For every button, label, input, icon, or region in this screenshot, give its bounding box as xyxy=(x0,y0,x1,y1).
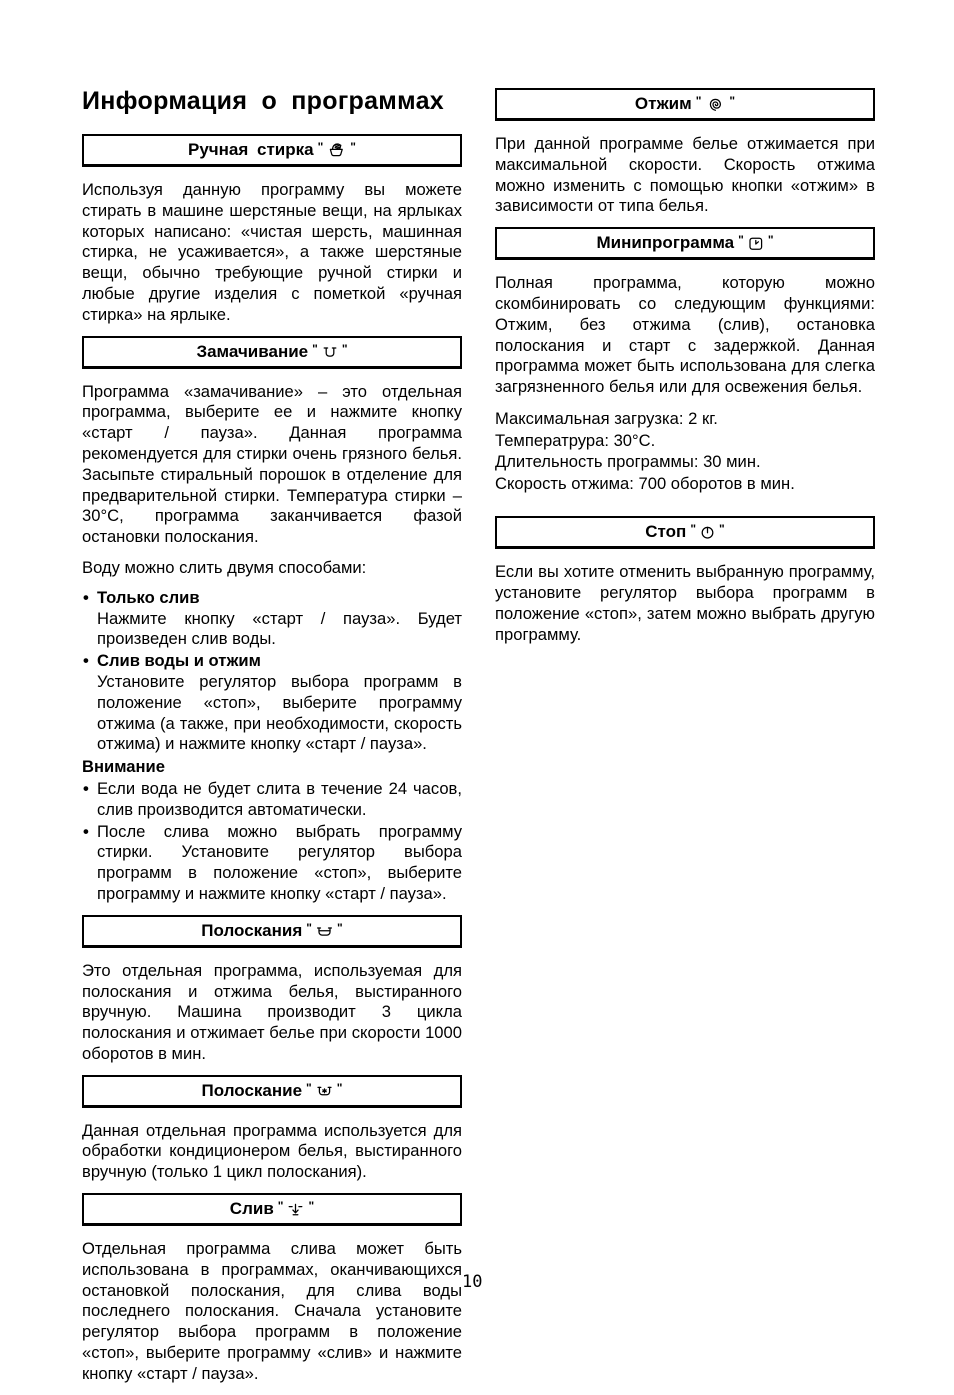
section-header-soak xyxy=(82,336,462,369)
list-item-text: Если вода не будет слита в течение 24 часов, слив производится автоматически. xyxy=(97,778,462,819)
paragraph: Воду можно слить двумя способами: xyxy=(82,557,367,577)
list-item xyxy=(82,822,462,905)
section-title: Стоп xyxy=(645,522,687,542)
section-header-rinses xyxy=(82,915,462,948)
paragraph: Температрура: 30°С. xyxy=(495,430,656,450)
rinses-icon xyxy=(316,924,333,938)
paragraph: Полная программа, которую можно скомбинировать со следующим функциями: Отжим, без отжима (слив), остановка полоскания и старт с задержкой. Данная программа может быть использована для слегка загрязненного белья или для освежения белья. xyxy=(495,273,875,397)
section-header-spin xyxy=(495,88,875,121)
miniprogram-icon xyxy=(748,236,764,251)
quote-mark: " xyxy=(350,140,356,154)
quote-mark: " xyxy=(308,1199,315,1214)
section-title: Минипрограмма xyxy=(596,233,735,253)
section-header-miniprogram xyxy=(495,227,875,260)
paragraph: Данная отдельная программа используется для обработки кондиционером белья, выстиранного вручную (только 1 цикл полоскания). xyxy=(82,1120,462,1182)
quote-mark: " xyxy=(719,522,725,537)
quote-mark: " xyxy=(729,94,736,108)
list-item-title: Слив воды и отжим xyxy=(97,651,261,671)
list-item xyxy=(82,779,462,821)
section-title: Замачивание xyxy=(196,341,309,361)
hand-wash-icon xyxy=(327,142,346,158)
quote-mark: " xyxy=(341,341,348,356)
bold-note: Внимание xyxy=(82,757,165,777)
section-title: Слив xyxy=(229,1199,274,1219)
list-item xyxy=(82,588,462,650)
quote-mark: " xyxy=(312,341,318,356)
quote-mark: " xyxy=(336,920,343,935)
section-title: Полоскания xyxy=(201,920,303,940)
section-header-hand-wash xyxy=(82,134,462,167)
paragraph: Если вы хотите отменить выбранную программу, установите регулятор выбора программ в положение «стоп», затем можно выбрать другую программу. xyxy=(495,562,875,644)
page-number: 10 xyxy=(462,1272,483,1292)
section-title: Полоскание xyxy=(201,1080,303,1100)
paragraph: Отдельная программа слива может быть использована в программах, оканчивающихся остановкой полоскания, для слива воды последнего полоскания. Сначала установите регулятор выбора программ в положение «стоп», выберите программу «слив» и нажмите кнопку «старт / пауза». xyxy=(82,1239,462,1383)
quote-mark: " xyxy=(306,1080,312,1095)
section-title: Отжим xyxy=(634,94,692,113)
paragraph: Это отдельная программа, используемая для полоскания и отжима белья, выстиранного вручную. Машина производит 3 цикла полоскания и отжимает белье при скорости 1000 оборотов в мин. xyxy=(82,960,462,1063)
quote-mark: " xyxy=(317,140,324,154)
rinse-conditioner-icon xyxy=(316,1084,333,1098)
list-item-title: Только слив xyxy=(97,587,200,607)
section-header-rinse-conditioner xyxy=(82,1075,462,1108)
paragraph: Длительность программы: 30 мин. xyxy=(495,452,761,472)
quote-mark: " xyxy=(695,94,702,108)
paragraph: Используя данную программу вы можете стирать в машине шерстяные вещи, на ярлыках которых написано: «чистая шерсть, машинная стирка, не усаживается», а также шерстяные вещи, обычно требующие ручной стирки и любые другие изделия с пометкой «ручная стирка» на ярлыке. xyxy=(82,180,462,324)
paragraph: Скорость отжима: 700 оборотов в мин. xyxy=(495,473,795,493)
list-item xyxy=(82,651,462,755)
column-left xyxy=(82,88,462,1395)
soak-icon xyxy=(322,345,338,359)
quote-mark: " xyxy=(767,233,774,248)
spin-icon xyxy=(705,96,725,113)
quote-mark: " xyxy=(690,522,697,537)
list-item-text: Установите регулятор выбора программ в положение «стоп», выберите программу отжима (а также, при необходимости, скорость отжима) и нажмите кнопку «старт / пауза». xyxy=(97,671,462,754)
quote-mark: " xyxy=(306,920,312,935)
section-header-drain xyxy=(82,1193,462,1226)
paragraph: При данной программе белье отжимается при максимальной скорости. Скорость отжима можно изменить с помощью кнопки «отжим» в зависимости от типа белья. xyxy=(495,134,875,216)
section-title: Ручная стирка xyxy=(187,140,314,159)
drain-icon xyxy=(287,1202,304,1216)
paragraph: Максимальная загрузка: 2 кг. xyxy=(495,408,718,428)
quote-mark: " xyxy=(277,1199,284,1214)
list-item-text: После слива можно выбрать программу стирки. Установите регулятор выбора программ в положение «стоп», выберите программу и нажмите кнопку «старт / пауза». xyxy=(97,821,462,903)
section-header-stop xyxy=(495,516,875,549)
stop-icon xyxy=(700,525,715,540)
column-right xyxy=(495,88,875,656)
bullet-list xyxy=(82,588,462,755)
quote-mark: " xyxy=(738,233,744,248)
list-item-text: Нажмите кнопку «старт / пауза». Будет произведен слив воды. xyxy=(97,608,462,649)
bullet-list xyxy=(82,779,462,905)
quote-mark: " xyxy=(336,1080,343,1095)
paragraph: Программа «замачивание» – это отдельная программа, выберите ее и нажмите кнопку «старт / пауза». Данная программа рекомендуется для стирки очень грязного белья. Засыпьте стиральный порошок в отделение для предварительной стирки. Температура стирки – 30°С, программа заканчивается фазой остановки полоскания. xyxy=(82,381,462,547)
page-title: Информация о программах xyxy=(82,87,444,115)
